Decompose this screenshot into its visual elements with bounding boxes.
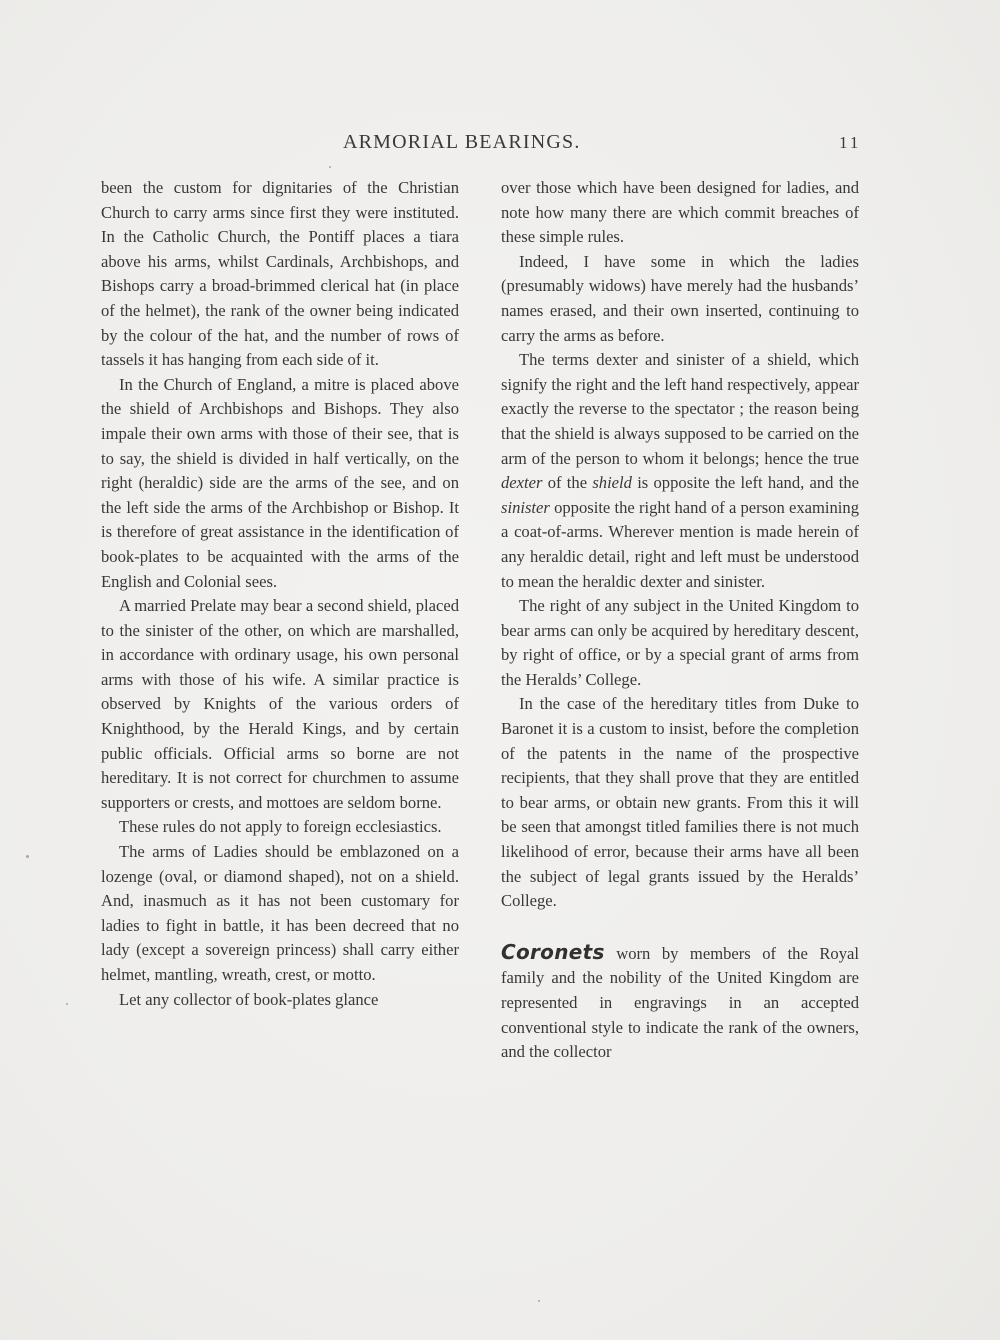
paragraph-collector-glance: Let any collector of book-plates glance (119, 989, 379, 1009)
text-run: is opposite the left hand, and the (631, 473, 859, 493)
paragraph-continued-right: over those which have been designed for ladies, and note how many there are which commit breaches of these simple rules. (501, 178, 859, 247)
paragraph-church-of-england: In the Church of England, a mitre is placed above the shield of Archbishops and Bishops. They also impale their own arms with those of their see, that is to say, the shield is divided in half vertically, on the right (heraldic) side are the arms of the see, and on the left side the arms of the Archbishop or Bishop. It is therefore of great assistance in the identification of book-plates to be acquainted with the arms of the English and Colonial sees. (101, 374, 459, 591)
paragraph-coronets (501, 940, 859, 1065)
text-run: of the (542, 473, 593, 493)
term-dexter: dexter (501, 473, 543, 493)
page-number: 11 (839, 133, 862, 152)
paragraph-continued: been the custom for dignitaries of the Christian Church to carry arms since first they were instituted. In the Catholic Church, the Pontiff places a tiara above his arms, whilst Cardinals, Archbishops, and Bishops carry a broad-brimmed clerical hat (in place of the helmet), the rank of the owner being indicated by the colour of the hat, and the number of rows of tassels it has hanging from each side of it. (101, 178, 459, 370)
term-shield: shield (592, 473, 632, 493)
paragraph-married-prelate: A married Prelate may bear a second shield, placed to the sinister of the other, on which are marshalled, in accordance with ordinary usage, his own personal arms with those of his wife. A similar practice is observed by Knights of the various orders of Knighthood, by the Herald Kings, and by certain public officials. Official arms so borne are not hereditary. It is not correct for churchmen to assume supporters or crests, and mottoes are seldom borne. (101, 596, 459, 812)
paper-speck (26, 855, 29, 858)
paragraph-foreign-ecclesiastics: These rules do not apply to foreign ecclesiastics. (119, 817, 442, 837)
paragraph-dexter-sinister (501, 348, 859, 594)
paragraph-hereditary-titles: In the case of the hereditary titles from Duke to Baronet it is a custom to insist, before the completion of the patents in the name of the prospective recipients, that they shall prove that they are entitled to bear arms, or obtain new grants. From this it will be seen that amongst titled families there is not much likelihood of error, because their arms have all been the subject of legal grants issued by the Heralds’ College. (501, 694, 859, 911)
paper-speck (66, 1003, 68, 1005)
text-run: The terms dexter and sinister of a shield, which signify the right and the left hand respectively, appear exactly the reverse to the spectator ; the reason being that the shield is always supposed to be carried on the arm of the person to whom it belongs; hence the true (501, 350, 859, 468)
running-title: ARMORIAL BEARINGS. (343, 131, 581, 153)
text-run: worn by members of the Royal family and the nobility of the United Kingdom are represented in engravings in an accepted conventional style to indicate the rank of the owners, and the collector (501, 943, 859, 1062)
section-lead-word: Coronets (501, 939, 605, 964)
paper-speck (329, 166, 331, 168)
term-sinister: sinister (501, 497, 550, 517)
left-column (101, 176, 459, 1012)
paper-speck (538, 1300, 540, 1302)
paragraph-right-to-bear-arms: The right of any subject in the United Kingdom to bear arms can only be acquired by hereditary descent, by right of office, or by a special grant of arms from the Heralds’ College. (501, 596, 859, 689)
paragraph-arms-of-ladies: The arms of Ladies should be emblazoned on a lozenge (oval, or diamond shaped), not on a shield. And, inasmuch as it has not been customary for ladies to fight in battle, it has been decreed that no lady (except a sovereign princess) shall carry either helmet, mantling, wreath, crest, or motto. (101, 842, 459, 984)
right-column (501, 176, 859, 1065)
paragraph-widows: Indeed, I have some in which the ladies (presumably widows) have merely had the husbands’ names erased, and their own inserted, continuing to carry the arms as before. (501, 251, 859, 345)
text-run: opposite the right hand of a person examining a coat-of-arms. Wherever mention is made herein of any heraldic detail, right and left must be understood to mean the heraldic dexter and sinister. (501, 497, 859, 591)
